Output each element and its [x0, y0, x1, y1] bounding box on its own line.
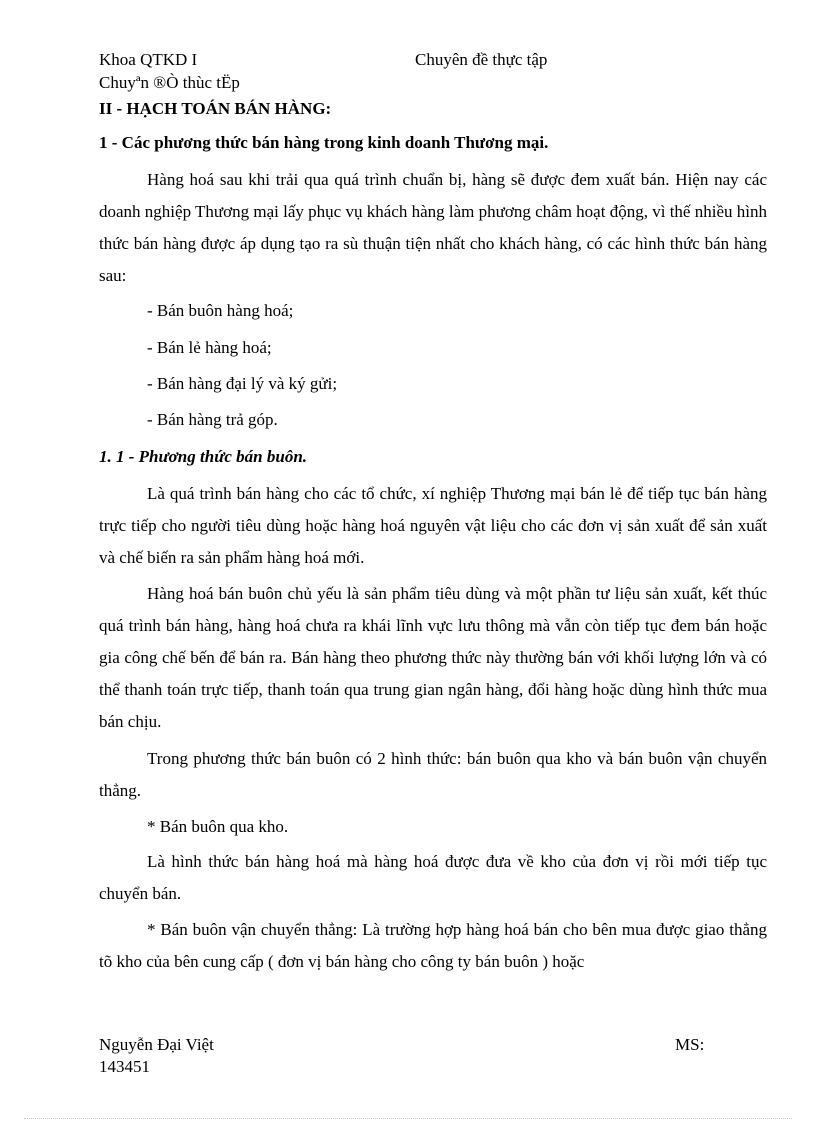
subsection-title: 1 - Các phương thức bán hàng trong kinh doanh Thương mại. [99, 133, 549, 152]
body-paragraph: Hàng hoá bán buôn chủ yếu là sản phẩm tiêu dùng và một phần tư liệu sản xuất, kết thúc quá trình bán hàng, hàng hoá chưa ra khái lĩnh vực lưu thông mà vẫn còn tiếp tục đem bán hoặc gia công chế bến để bán ra. Bán hàng theo phương thức này thường bán với khối lượng lớn và có thể thanh toán trực tiếp, thanh toán qua trung gian ngân hàng, đổi hàng hoặc dùng hình thức mua bán chịu. [99, 584, 767, 731]
body-paragraph: Là hình thức bán hàng hoá mà hàng hoá được đưa về kho của đơn vị rồi mới tiếp tục chuyển bán. [99, 852, 767, 903]
list-item: - Bán lẻ hàng hoá; [147, 338, 272, 357]
page-bottom-divider [24, 1118, 792, 1119]
footer-author: Nguyễn Đại Việt [99, 1035, 214, 1054]
footer-ms-label: MS: [675, 1035, 705, 1054]
intro-paragraph: Hàng hoá sau khi trải qua quá trình chuẩn bị, hàng sẽ được đem xuất bán. Hiện nay các doanh nghiệp Thương mại lấy phục vụ khách hàng làm phương châm hoạt động, vì thế nhiều hình thức bán hàng được áp dụng tạo ra sù thuận tiện nhất cho khách hàng, có các hình thức bán hàng sau: [99, 170, 767, 285]
footer-ms-value: 143451 [99, 1057, 150, 1076]
body-paragraph: Trong phương thức bán buôn có 2 hình thức: bán buôn qua kho và bán buôn vận chuyển thẳng. [99, 749, 767, 800]
header-department: Khoa QTKD I [99, 50, 198, 69]
list-item: - Bán hàng trả góp. [147, 410, 278, 429]
list-item: - Bán buôn hàng hoá; [147, 301, 294, 320]
body-paragraph: Là quá trình bán hàng cho các tổ chức, xí nghiệp Thương mại bán lẻ để tiếp tục bán hàng trực tiếp cho người tiêu dùng hoặc hàng hoá nguyên vật liệu cho các đơn vị sản xuất để sản xuất và chế biến ra sản phẩm hàng hoá mới. [99, 484, 767, 567]
list-item: - Bán hàng đại lý và ký gửi; [147, 374, 338, 393]
sub-heading: 1. 1 - Phương thức bán buôn. [99, 447, 308, 466]
header-report-title: Chuyên đề thực tập [415, 50, 548, 69]
body-paragraph: * Bán buôn qua kho. [147, 817, 289, 836]
header-report-title-garbled: Chuyªn ®Ò thùc tËp [99, 73, 240, 92]
body-paragraph: * Bán buôn vận chuyển thẳng: Là trường hợp hàng hoá bán cho bên mua được giao thẳng tõ kho của bên cung cấp ( đơn vị bán hàng cho công ty bán buôn ) hoặc [99, 920, 767, 971]
section-title: II - HẠCH TOÁN BÁN HÀNG: [99, 99, 332, 118]
